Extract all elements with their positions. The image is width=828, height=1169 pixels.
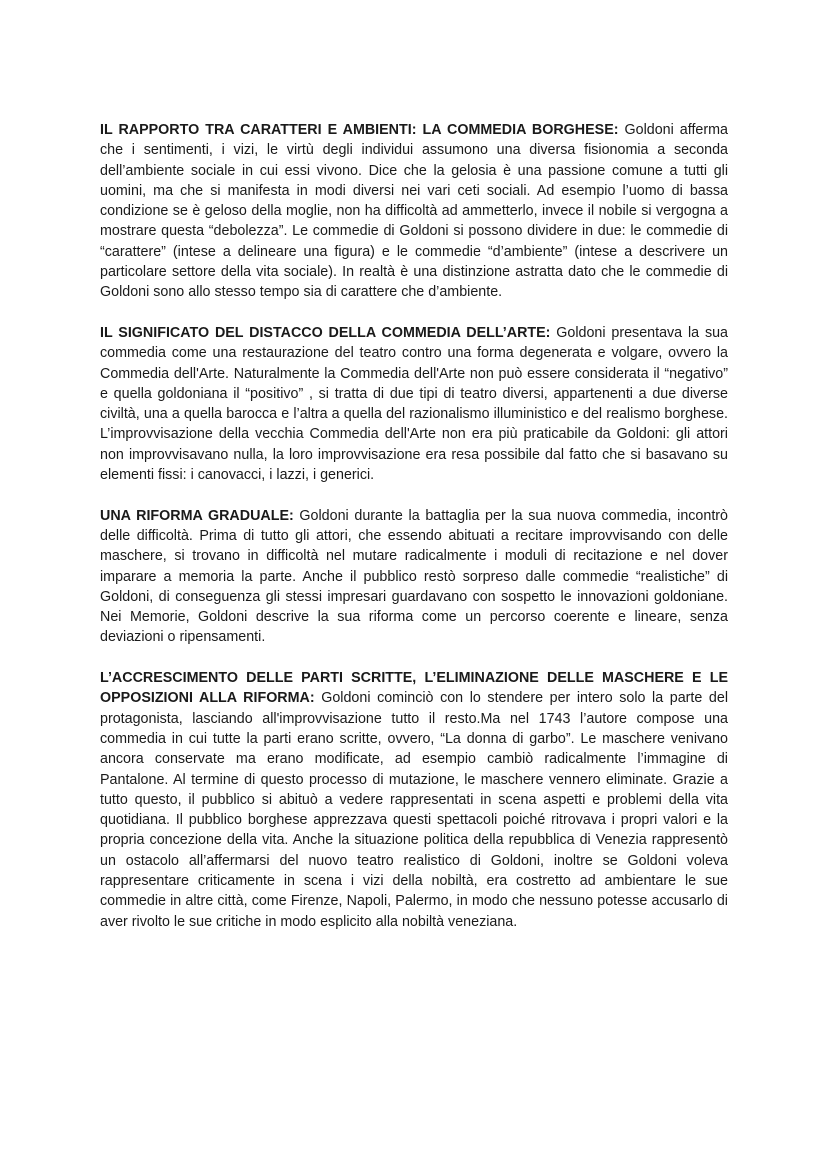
section-text: Goldoni afferma che i sentimenti, i vizi, le virtù degli individui assumono una diversa fisionomia a seconda dell’ambiente sociale in cui essi vivono. Dice che la gelosia è una passione comune a tutti gli uomini, ma che si manifesta in modi diversi nei vari ceti sociali. Ad esempio l’uomo di bassa condizione se è geloso della moglie, non ha difficoltà ad ammetterlo, invece il nobile si vergogna a mostrare questa “debolezza”. Le commedie di Goldoni si possono dividere in due: le commedie di “carattere” (intese a delineare una figura) e le commedie “d’ambiente” (intese a descrivere un particolare settore della vita sociale). In realtà è una distinzione astratta dato che le commedie di Goldoni sono allo stesso tempo sia di carattere che d’ambiente. (100, 122, 728, 301)
section-heading: IL RAPPORTO TRA CARATTERI E AMBIENTI: LA COMMEDIA BORGHESE: (100, 122, 619, 138)
section-distacco-commedia-arte (100, 323, 728, 485)
document-body (100, 120, 728, 952)
section-heading: L’ACCRESCIMENTO DELLE PARTI SCRITTE, L’ELIMINAZIONE DELLE MASCHERE E LE OPPOSIZIONI ALLA RIFORMA: (100, 670, 728, 707)
section-accrescimento-parti-scritte (100, 668, 728, 932)
section-text: Goldoni cominciò con lo stendere per intero solo la parte del protagonista, lasciando all'improvvisazione tutto il resto.Ma nel 1743 l’autore compose una commedia in cui tutte la parti erano scritte, ovvero, “La donna di garbo”. Le maschere venivano ancora conservate ma erano modificate, ad esempio cambiò radicalmente l’immagine di Pantalone. Al termine di questo processo di mutazione, le maschere vennero eliminate. Grazie a tutto questo, il pubblico si abituò a vedere rappresentati in scena aspetti e problemi della vita quotidiana. Il pubblico borghese apprezzava questi spettacoli poiché ritrovava i propri valori e la propria concezione della vita. Anche la situazione politica della repubblica di Venezia rappresentò un ostacolo all’affermarsi del nuovo teatro realistico di Goldoni, inoltre se Goldoni voleva rappresentare criticamente in scena i vizi della nobiltà, era costretto ad ambientare le sue commedie in altre città, come Firenze, Napoli, Palermo, in modo che nessuno potesse accusarlo di aver rivolto le sue critiche in modo esplicito alla nobiltà veneziana. (100, 690, 728, 930)
section-text: Goldoni durante la battaglia per la sua nuova commedia, incontrò delle difficoltà. Prima di tutto gli attori, che essendo abituati a recitare improvvisando con delle maschere, si trovano in difficoltà nel mutare radicalmente i moduli di recitazione e nel dover imparare a memoria la parte. Anche il pubblico restò sorpreso dalle commedie “realistiche” di Goldoni, di conseguenza gli stessi impresari guardavano con sospetto le innovazioni goldoniane. Nei Memorie, Goldoni descrive la sua riforma come un percorso coerente e lineare, senza deviazioni o ripensamenti. (100, 507, 729, 646)
section-commedia-borghese (100, 120, 728, 303)
section-riforma-graduale (100, 506, 728, 648)
section-text: Goldoni presentava la sua commedia come una restaurazione del teatro contro una forma degenerata e volgare, ovvero la Commedia dell'Arte. Naturalmente la Commedia dell'Arte non può essere considerata il “negativo” e quella goldoniana il “positivo” , si tratta di due tipi di teatro diversi, appartenenti a due diverse civiltà, una a quella barocca e l’altra a quella del razionalismo illuministico e del realismo borghese. L’improvvisazione della vecchia Commedia dell'Arte non era più praticabile da Goldoni: gli attori non improvvisavano nulla, la loro improvvisazione era resa possibile dal fatto che si basavano su elementi fissi: i canovacci, i lazzi, i generici. (100, 324, 728, 484)
section-heading: IL SIGNIFICATO DEL DISTACCO DELLA COMMEDIA DELL’ARTE: (100, 324, 551, 341)
section-heading: UNA RIFORMA GRADUALE: (100, 507, 294, 524)
